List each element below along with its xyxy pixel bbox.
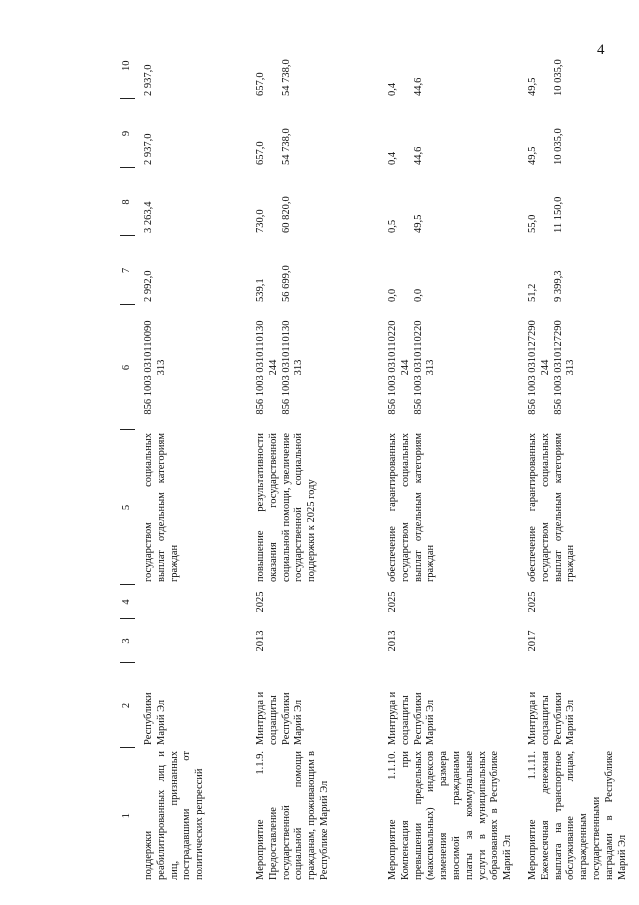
value: 657,0 xyxy=(255,141,266,165)
value: 3 263,4 xyxy=(143,201,154,233)
value: 730,0 xyxy=(255,209,266,233)
value-col-10 xyxy=(143,33,255,99)
value: 10 035,0 xyxy=(552,59,564,96)
col-header-1: 1 xyxy=(121,813,133,819)
expected-result: обеспечение гарантированных государством социальных выплат отдельным категориям граждан xyxy=(387,433,437,582)
end-year: 2025 xyxy=(387,591,398,613)
value: 657,0 xyxy=(255,72,266,96)
expected-result: государством социальных выплат отдельным категориям граждан xyxy=(143,433,180,582)
col-header-3: 3 xyxy=(120,619,135,663)
table-row xyxy=(255,33,387,883)
budget-code-suffix: 244 xyxy=(539,359,551,376)
executor: Минтруда и соцзащиты Республики Марий Эл xyxy=(387,691,437,745)
executor: Республики Марий Эл xyxy=(143,692,167,745)
value-col-10 xyxy=(527,33,637,99)
budget-code-suffix: 313 xyxy=(425,359,437,376)
value-col-9 xyxy=(387,99,527,168)
value-col-7 xyxy=(387,236,527,305)
page-number: 4 xyxy=(597,42,605,58)
value: 0,0 xyxy=(412,288,424,302)
value: 56 699,0 xyxy=(280,265,292,302)
col-header-10: 10 xyxy=(120,33,135,99)
measure-name: Мероприятие 1.1.9. Предоставление государственной социальной помощи гражданам, проживающим в Республике Марий Эл xyxy=(255,751,330,880)
budget-code-suffix: 313 xyxy=(293,359,305,376)
col-header-4: 4 xyxy=(120,585,135,619)
value: 2 937,0 xyxy=(143,64,154,96)
budget-code-line: 856 1003 0310110090 xyxy=(143,320,154,415)
budget-code xyxy=(387,305,527,430)
value-col-8 xyxy=(143,168,255,236)
col-header-8: 8 xyxy=(120,168,135,236)
value: 49,5 xyxy=(527,77,538,96)
value-col-9 xyxy=(527,99,637,168)
budget-code-line: 856 1003 0310127290 xyxy=(552,320,564,415)
value: 11 150,0 xyxy=(552,196,564,233)
end-year: 2025 xyxy=(527,591,538,613)
col-header-2: 2 xyxy=(120,663,135,748)
measure-name: поддержки реабилитированных лиц и лиц, признанных пострадавшими от политических репрессий xyxy=(143,751,206,880)
end-year: 2025 xyxy=(255,591,266,613)
col-header-5: 5 xyxy=(120,430,135,585)
start-year: 2013 xyxy=(387,630,398,652)
value: 44,6 xyxy=(412,146,424,165)
measure-name: Мероприятие 1.1.10. Компенсация при превышении предельных (максимальных) индексов изменения размера вносимой гражданами платы за коммунальные услуги в муниципальных образованиях в Республике Марий Эл xyxy=(387,751,514,880)
value-col-7 xyxy=(527,236,637,305)
expected-result: повышение результативности оказания государственной социальной помощи, увеличение государственной социальной поддержки к 2025 году xyxy=(255,433,318,582)
end-year xyxy=(143,585,255,619)
budget-code-suffix: 313 xyxy=(155,359,167,376)
value: 49,5 xyxy=(527,146,538,165)
value: 0,5 xyxy=(387,219,398,233)
executor: Минтруда и соцзащиты Республики Марий Эл xyxy=(527,691,577,745)
budget-code-suffix: 313 xyxy=(565,359,577,376)
value-col-7 xyxy=(255,236,387,305)
table-row xyxy=(143,33,255,883)
table-row xyxy=(527,33,637,883)
col-header-9: 9 xyxy=(120,99,135,168)
budget-code-suffix: 244 xyxy=(399,359,411,376)
budget-code-line: 856 1003 0310110220 xyxy=(412,320,424,415)
value: 0,0 xyxy=(387,288,398,302)
value: 0,4 xyxy=(387,151,398,165)
measure-name: Мероприятие 1.1.11. Ежемесячная денежная выплата на транспортное обслуживание лицам, награжденным государственными наградами в Республике Марий Эл xyxy=(527,751,628,880)
value-col-8 xyxy=(387,168,527,236)
value: 9 399,3 xyxy=(552,270,564,302)
value: 2 992,0 xyxy=(143,270,154,302)
budget-code xyxy=(527,305,637,430)
budget-code-line: 856 1003 0310110130 xyxy=(280,320,292,415)
value-col-9 xyxy=(143,99,255,168)
value: 51,2 xyxy=(527,283,538,302)
budget-code-line: 856 1003 0310110130 xyxy=(255,320,266,415)
budget-code xyxy=(143,305,255,430)
budget-code-suffix: 244 xyxy=(267,359,279,376)
program-table xyxy=(120,33,637,883)
value: 44,6 xyxy=(412,77,424,96)
value: 54 738,0 xyxy=(280,59,292,96)
start-year: 2013 xyxy=(255,630,266,652)
value: 60 820,0 xyxy=(280,196,292,233)
start-year xyxy=(143,619,255,663)
col-header-6: 6 xyxy=(120,305,135,430)
col-header-7: 7 xyxy=(120,236,135,305)
value-col-10 xyxy=(255,33,387,99)
value: 10 035,0 xyxy=(552,128,564,165)
start-year: 2017 xyxy=(527,630,538,652)
budget-code-line: 856 1003 0310127290 xyxy=(527,320,538,415)
value: 49,5 xyxy=(412,214,424,233)
value: 54 738,0 xyxy=(280,128,292,165)
budget-code-line: 856 1003 0310110220 xyxy=(387,320,398,415)
value: 539,1 xyxy=(255,278,266,302)
value-col-9 xyxy=(255,99,387,168)
value-col-8 xyxy=(527,168,637,236)
budget-code xyxy=(255,305,387,430)
value-col-7 xyxy=(143,236,255,305)
executor: Минтруда и соцзащиты Республики Марий Эл xyxy=(255,691,305,745)
value-col-8 xyxy=(255,168,387,236)
header-row xyxy=(120,33,135,883)
value: 2 937,0 xyxy=(143,133,154,165)
expected-result: обеспечение гарантированных государством социальных выплат отдельным категориям граждан xyxy=(527,433,577,582)
value-col-10 xyxy=(387,33,527,99)
value: 55,0 xyxy=(527,214,538,233)
table-row xyxy=(387,33,527,883)
value: 0,4 xyxy=(387,82,398,96)
